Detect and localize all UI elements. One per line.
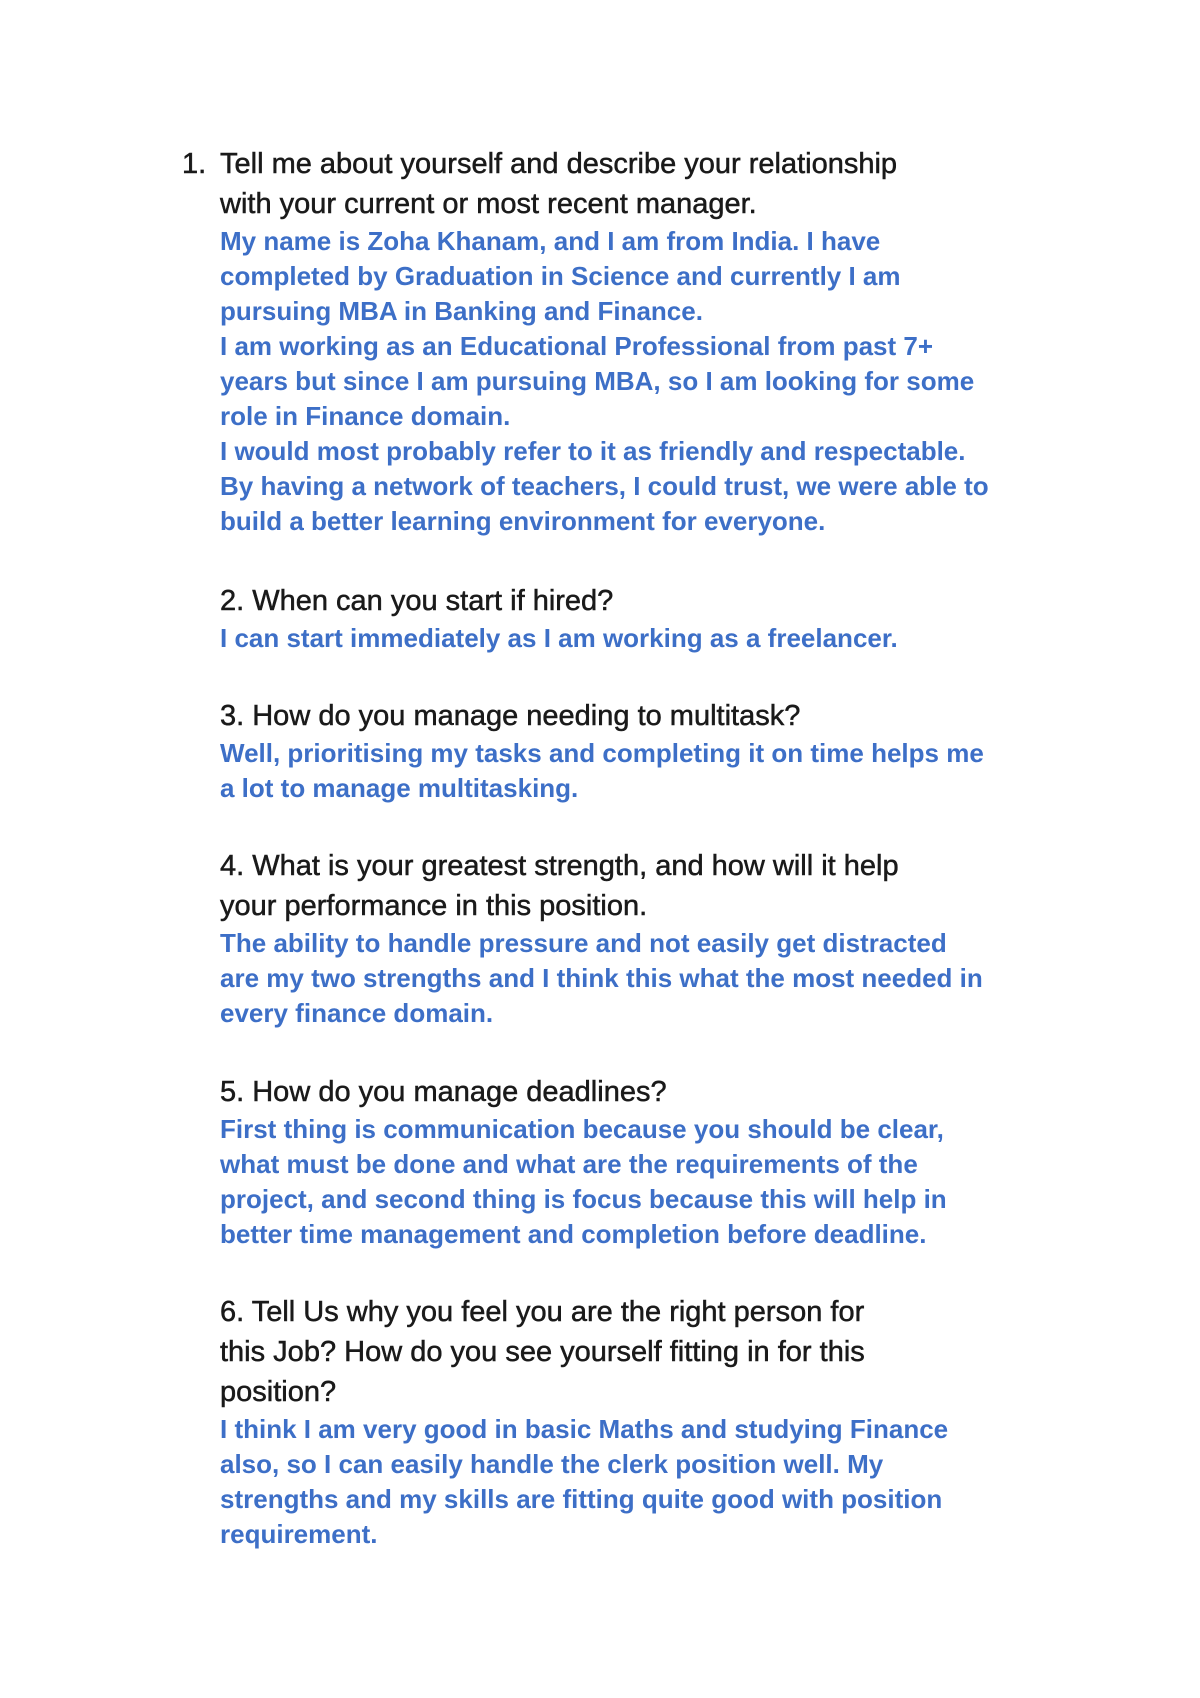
answer-line: build a better learning environment for everyone. bbox=[220, 506, 826, 536]
answer-text bbox=[220, 621, 1100, 656]
question-line: Tell me about yourself and describe your relationship bbox=[220, 148, 898, 180]
qa-item-5 bbox=[220, 1072, 1100, 1252]
qa-item-1 bbox=[182, 144, 1100, 539]
qa-item-3 bbox=[220, 696, 1100, 806]
answer-line: what must be done and what are the requirements of the bbox=[220, 1149, 918, 1179]
answer-line: I can start immediately as I am working as a freelancer. bbox=[220, 623, 898, 653]
answer-line: better time management and completion before deadline. bbox=[220, 1219, 927, 1249]
question-text bbox=[220, 144, 1100, 224]
question-line: position? bbox=[220, 1376, 337, 1408]
question-line: your performance in this position. bbox=[220, 890, 648, 922]
question-number: 1. bbox=[182, 148, 207, 180]
answer-line: every finance domain. bbox=[220, 998, 494, 1028]
answer-text bbox=[220, 926, 1100, 1031]
question-line: 4. What is your greatest strength, and how will it help bbox=[220, 850, 899, 882]
answer-text bbox=[220, 1112, 1100, 1252]
question-line: with your current or most recent manager. bbox=[220, 188, 757, 220]
answer-line: I think I am very good in basic Maths and studying Finance bbox=[220, 1414, 949, 1444]
answer-line: My name is Zoha Khanam, and I am from India. I have bbox=[220, 226, 881, 256]
answer-line: requirement. bbox=[220, 1519, 378, 1549]
question-text bbox=[220, 846, 1100, 926]
qa-item-6 bbox=[220, 1292, 1100, 1552]
answer-text bbox=[220, 736, 1100, 806]
answer-text bbox=[220, 1412, 1100, 1552]
answer-line: a lot to manage multitasking. bbox=[220, 773, 579, 803]
answer-line: strengths and my skills are fitting quite good with position bbox=[220, 1484, 943, 1514]
answer-line: completed by Graduation in Science and currently I am bbox=[220, 261, 901, 291]
qa-item-2 bbox=[220, 581, 1100, 656]
answer-line: By having a network of teachers, I could trust, we were able to bbox=[220, 471, 989, 501]
question-line: 6. Tell Us why you feel you are the right person for bbox=[220, 1296, 865, 1328]
answer-line: First thing is communication because you should be clear, bbox=[220, 1114, 944, 1144]
question-line: 5. How do you manage deadlines? bbox=[220, 1076, 667, 1108]
answer-line: also, so I can easily handle the clerk position well. My bbox=[220, 1449, 884, 1479]
answer-line: role in Finance domain. bbox=[220, 401, 511, 431]
question-line: 3. How do you manage needing to multitask? bbox=[220, 700, 801, 732]
answer-line: pursuing MBA in Banking and Finance. bbox=[220, 296, 703, 326]
answer-line: project, and second thing is focus because this will help in bbox=[220, 1184, 947, 1214]
question-text bbox=[220, 1072, 1100, 1112]
question-text bbox=[220, 696, 1100, 736]
answer-line: years but since I am pursuing MBA, so I am looking for some bbox=[220, 366, 975, 396]
qa-item-4 bbox=[220, 846, 1100, 1031]
answer-line: are my two strengths and I think this what the most needed in bbox=[220, 963, 983, 993]
answer-line: I would most probably refer to it as friendly and respectable. bbox=[220, 436, 966, 466]
question-text bbox=[220, 1292, 1100, 1412]
question-line: 2. When can you start if hired? bbox=[220, 585, 614, 617]
answer-text bbox=[220, 224, 1100, 539]
question-text bbox=[220, 581, 1100, 621]
answer-line: The ability to handle pressure and not easily get distracted bbox=[220, 928, 947, 958]
answer-line: I am working as an Educational Professional from past 7+ bbox=[220, 331, 934, 361]
answer-line: Well, prioritising my tasks and completing it on time helps me bbox=[220, 738, 984, 768]
question-line: this Job? How do you see yourself fitting in for this bbox=[220, 1336, 865, 1368]
